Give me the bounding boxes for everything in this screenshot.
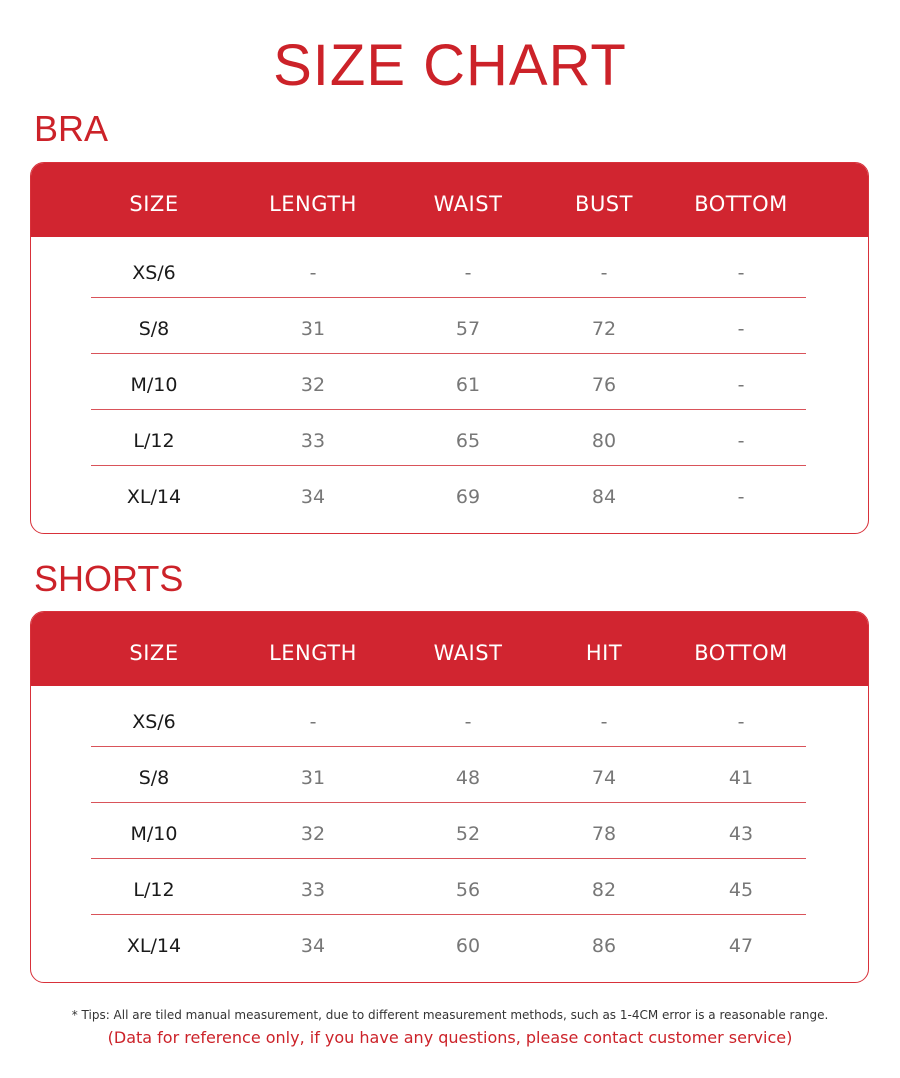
table-cell: 32 bbox=[300, 823, 326, 845]
size-label: XS/6 bbox=[132, 262, 176, 284]
table-cell: - bbox=[464, 262, 472, 284]
shorts-header-bottom: BOTTOM bbox=[694, 641, 788, 665]
table-row bbox=[31, 469, 868, 525]
table-cell: 33 bbox=[300, 430, 326, 452]
bra-header-length: LENGTH bbox=[269, 192, 357, 216]
row-divider bbox=[91, 353, 806, 354]
table-cell: - bbox=[309, 711, 317, 733]
shorts-table-header bbox=[31, 612, 868, 686]
table-row bbox=[31, 862, 868, 918]
shorts-header-waist: WAIST bbox=[433, 641, 503, 665]
table-cell: 84 bbox=[591, 486, 617, 508]
table-cell: 60 bbox=[455, 935, 481, 957]
shorts-header-length: LENGTH bbox=[269, 641, 357, 665]
table-cell: 57 bbox=[455, 318, 481, 340]
reference-note: (Data for reference only, if you have any questions, please contact customer service) bbox=[107, 1028, 793, 1047]
table-row bbox=[31, 245, 868, 301]
row-divider bbox=[91, 297, 806, 298]
bra-header-waist: WAIST bbox=[433, 192, 503, 216]
table-cell: 34 bbox=[300, 935, 326, 957]
table-cell: - bbox=[737, 486, 745, 508]
table-row bbox=[31, 357, 868, 413]
row-divider bbox=[91, 465, 806, 466]
table-cell: 47 bbox=[728, 935, 754, 957]
table-row bbox=[31, 918, 868, 974]
size-label: L/12 bbox=[133, 430, 175, 452]
table-cell: 74 bbox=[591, 767, 617, 789]
table-cell: - bbox=[737, 262, 745, 284]
page-title: SIZE CHART bbox=[273, 33, 627, 98]
shorts-size-table bbox=[30, 611, 869, 983]
bra-header-bust: BUST bbox=[575, 192, 633, 216]
table-cell: - bbox=[737, 318, 745, 340]
row-divider bbox=[91, 409, 806, 410]
table-row bbox=[31, 694, 868, 750]
table-cell: 32 bbox=[300, 374, 326, 396]
bra-section-title: BRA bbox=[34, 108, 109, 149]
size-label: S/8 bbox=[138, 767, 170, 789]
table-row bbox=[31, 413, 868, 469]
shorts-header-size: SIZE bbox=[129, 641, 179, 665]
table-cell: - bbox=[737, 430, 745, 452]
table-cell: - bbox=[600, 262, 608, 284]
table-row bbox=[31, 750, 868, 806]
table-cell: - bbox=[309, 262, 317, 284]
row-divider bbox=[91, 858, 806, 859]
table-cell: 52 bbox=[455, 823, 481, 845]
table-cell: 80 bbox=[591, 430, 617, 452]
table-cell: 76 bbox=[591, 374, 617, 396]
table-cell: 61 bbox=[455, 374, 481, 396]
tips-text: * Tips: All are tiled manual measurement, due to different measurement methods, such as 1-4CM error is a reasonable range. bbox=[71, 1008, 829, 1022]
table-row bbox=[31, 806, 868, 862]
table-cell: 86 bbox=[591, 935, 617, 957]
table-cell: 82 bbox=[591, 879, 617, 901]
bra-header-size: SIZE bbox=[129, 192, 179, 216]
bra-header-bottom: BOTTOM bbox=[694, 192, 788, 216]
bra-table-header bbox=[31, 163, 868, 237]
size-label: L/12 bbox=[133, 879, 175, 901]
table-cell: 33 bbox=[300, 879, 326, 901]
row-divider bbox=[91, 914, 806, 915]
table-row bbox=[31, 301, 868, 357]
table-cell: - bbox=[737, 374, 745, 396]
table-cell: 65 bbox=[455, 430, 481, 452]
table-cell: - bbox=[600, 711, 608, 733]
size-label: XL/14 bbox=[126, 935, 182, 957]
table-cell: - bbox=[464, 711, 472, 733]
size-label: S/8 bbox=[138, 318, 170, 340]
table-cell: 45 bbox=[728, 879, 754, 901]
table-cell: 31 bbox=[300, 767, 326, 789]
size-label: XL/14 bbox=[126, 486, 182, 508]
table-cell: 31 bbox=[300, 318, 326, 340]
table-cell: 34 bbox=[300, 486, 326, 508]
size-label: XS/6 bbox=[132, 711, 176, 733]
size-label: M/10 bbox=[130, 374, 178, 396]
table-cell: - bbox=[737, 711, 745, 733]
table-cell: 41 bbox=[728, 767, 754, 789]
table-cell: 78 bbox=[591, 823, 617, 845]
table-cell: 69 bbox=[455, 486, 481, 508]
table-cell: 48 bbox=[455, 767, 481, 789]
row-divider bbox=[91, 802, 806, 803]
table-cell: 56 bbox=[455, 879, 481, 901]
row-divider bbox=[91, 746, 806, 747]
bra-size-table bbox=[30, 162, 869, 534]
table-cell: 43 bbox=[728, 823, 754, 845]
size-label: M/10 bbox=[130, 823, 178, 845]
table-cell: 72 bbox=[591, 318, 617, 340]
shorts-section-title: SHORTS bbox=[34, 558, 184, 599]
shorts-header-hit: HIT bbox=[585, 641, 623, 665]
